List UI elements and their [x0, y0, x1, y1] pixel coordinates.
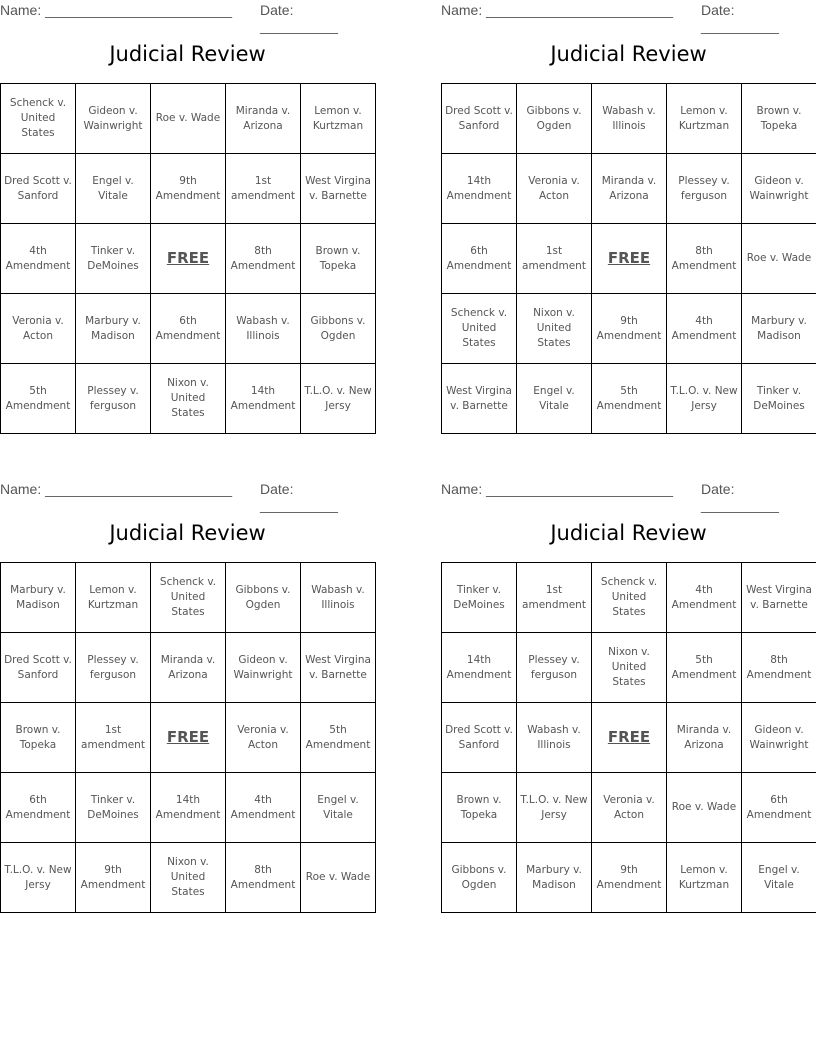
grid-row: [442, 773, 816, 843]
bingo-card: [0, 479, 375, 898]
grid-cell: 1st amendment: [226, 154, 301, 224]
name-date-line: [0, 0, 375, 34]
grid-cell: Gideon v. Wainwright: [76, 84, 151, 154]
grid-row: [442, 294, 816, 364]
grid-cell: Roe v. Wade: [667, 773, 742, 843]
grid-cell: Lemon v. Kurtzman: [667, 843, 742, 913]
grid-cell: Wabash v. Illinois: [517, 703, 592, 773]
grid-cell: Veronia v. Acton: [517, 154, 592, 224]
date-field-label: Date: __________: [260, 481, 338, 513]
grid-row: [1, 154, 376, 224]
grid-cell: West Virgina v. Barnette: [301, 154, 376, 224]
name-field-label: Name: ________________________: [441, 2, 673, 18]
card-title: Judicial Review: [109, 42, 266, 66]
grid-cell: West Virgina v. Barnette: [742, 563, 816, 633]
grid-cell: Dred Scott v. Sanford: [442, 703, 517, 773]
grid-cell: Lemon v. Kurtzman: [667, 84, 742, 154]
grid-cell: T.L.O. v. New Jersy: [301, 364, 376, 434]
grid-cell: Miranda v. Arizona: [151, 633, 226, 703]
grid-cell: Schenck v. United States: [151, 563, 226, 633]
free-space: FREE: [151, 224, 226, 294]
grid-cell: Marbury v. Madison: [1, 563, 76, 633]
grid-cell: 6th Amendment: [151, 294, 226, 364]
grid-cell: 1st amendment: [517, 224, 592, 294]
name-date-line: [0, 479, 375, 513]
bingo-card: [0, 0, 375, 419]
grid-cell: Wabash v. Illinois: [592, 84, 667, 154]
grid-row: [1, 294, 376, 364]
bingo-grid: [0, 83, 376, 434]
bingo-grid: [441, 83, 816, 434]
grid-row: [1, 843, 376, 913]
free-space: FREE: [592, 703, 667, 773]
grid-cell: 5th Amendment: [667, 633, 742, 703]
grid-cell: 6th Amendment: [1, 773, 76, 843]
grid-cell: Dred Scott v. Sanford: [1, 633, 76, 703]
grid-cell: 14th Amendment: [442, 154, 517, 224]
grid-cell: 9th Amendment: [76, 843, 151, 913]
grid-cell: Schenck v. United States: [1, 84, 76, 154]
grid-cell: Brown v. Topeka: [301, 224, 376, 294]
grid-cell: Gideon v. Wainwright: [226, 633, 301, 703]
grid-cell: Nixon v. United States: [151, 364, 226, 434]
name-date-line: [441, 0, 816, 34]
grid-cell: Roe v. Wade: [742, 224, 816, 294]
grid-cell: Miranda v. Arizona: [226, 84, 301, 154]
date-field-label: Date: __________: [701, 2, 779, 34]
grid-cell: Veronia v. Acton: [1, 294, 76, 364]
grid-cell: T.L.O. v. New Jersy: [667, 364, 742, 434]
grid-cell: Brown v. Topeka: [742, 84, 816, 154]
grid-cell: Lemon v. Kurtzman: [301, 84, 376, 154]
grid-cell: Engel v. Vitale: [76, 154, 151, 224]
grid-cell: West Virgina v. Barnette: [301, 633, 376, 703]
grid-cell: Marbury v. Madison: [517, 843, 592, 913]
grid-row: [442, 84, 816, 154]
grid-cell: Marbury v. Madison: [76, 294, 151, 364]
grid-cell: 14th Amendment: [151, 773, 226, 843]
grid-cell: 5th Amendment: [592, 364, 667, 434]
grid-cell: Veronia v. Acton: [226, 703, 301, 773]
grid-cell: Tinker v. DeMoines: [76, 773, 151, 843]
grid-cell: 1st amendment: [517, 563, 592, 633]
grid-cell: 6th Amendment: [442, 224, 517, 294]
grid-cell: 9th Amendment: [151, 154, 226, 224]
grid-cell: Gideon v. Wainwright: [742, 154, 816, 224]
bingo-grid: [0, 562, 376, 913]
grid-cell: 5th Amendment: [1, 364, 76, 434]
name-date-line: [441, 479, 816, 513]
grid-cell: West Virgina v. Barnette: [442, 364, 517, 434]
grid-cell: Schenck v. United States: [442, 294, 517, 364]
grid-cell: Nixon v. United States: [517, 294, 592, 364]
grid-row: [1, 773, 376, 843]
grid-cell: 9th Amendment: [592, 294, 667, 364]
grid-cell: 5th Amendment: [301, 703, 376, 773]
grid-row: [442, 703, 816, 773]
grid-cell: Gideon v. Wainwright: [742, 703, 816, 773]
grid-cell: Tinker v. DeMoines: [442, 563, 517, 633]
grid-cell: T.L.O. v. New Jersy: [517, 773, 592, 843]
grid-cell: Marbury v. Madison: [742, 294, 816, 364]
grid-cell: Roe v. Wade: [151, 84, 226, 154]
card-title: Judicial Review: [109, 521, 266, 545]
grid-cell: Gibbons v. Ogden: [226, 563, 301, 633]
grid-cell: 8th Amendment: [742, 633, 816, 703]
grid-cell: Nixon v. United States: [592, 633, 667, 703]
card-title: Judicial Review: [550, 42, 707, 66]
grid-cell: Tinker v. DeMoines: [76, 224, 151, 294]
card-title: Judicial Review: [550, 521, 707, 545]
grid-row: [1, 703, 376, 773]
free-space: FREE: [151, 703, 226, 773]
grid-cell: 14th Amendment: [442, 633, 517, 703]
grid-cell: 1st amendment: [76, 703, 151, 773]
grid-cell: Miranda v. Arizona: [667, 703, 742, 773]
grid-cell: 4th Amendment: [667, 294, 742, 364]
bingo-card: [441, 0, 816, 412]
grid-row: [442, 364, 816, 434]
grid-cell: 4th Amendment: [1, 224, 76, 294]
grid-row: [442, 633, 816, 703]
grid-cell: Engel v. Vitale: [742, 843, 816, 913]
date-field-label: Date: __________: [260, 2, 338, 34]
grid-cell: 4th Amendment: [226, 773, 301, 843]
grid-row: [442, 224, 816, 294]
grid-cell: 14th Amendment: [226, 364, 301, 434]
grid-cell: T.L.O. v. New Jersy: [1, 843, 76, 913]
grid-row: [442, 843, 816, 913]
grid-row: [442, 563, 816, 633]
date-field-label: Date: __________: [701, 481, 779, 513]
grid-cell: Lemon v. Kurtzman: [76, 563, 151, 633]
grid-cell: Plessey v. ferguson: [517, 633, 592, 703]
grid-row: [442, 154, 816, 224]
grid-cell: 8th Amendment: [226, 224, 301, 294]
grid-cell: Plessey v. ferguson: [667, 154, 742, 224]
bingo-grid: [441, 562, 816, 913]
grid-cell: Plessey v. ferguson: [76, 633, 151, 703]
grid-cell: Veronia v. Acton: [592, 773, 667, 843]
grid-cell: Gibbons v. Ogden: [301, 294, 376, 364]
grid-cell: Brown v. Topeka: [442, 773, 517, 843]
grid-cell: Tinker v. DeMoines: [742, 364, 816, 434]
name-field-label: Name: ________________________: [0, 481, 232, 497]
grid-row: [1, 224, 376, 294]
grid-row: [1, 84, 376, 154]
bingo-card: [441, 479, 816, 891]
grid-cell: 8th Amendment: [226, 843, 301, 913]
grid-cell: Dred Scott v. Sanford: [442, 84, 517, 154]
grid-row: [1, 364, 376, 434]
grid-cell: Engel v. Vitale: [301, 773, 376, 843]
grid-cell: Wabash v. Illinois: [301, 563, 376, 633]
grid-cell: Dred Scott v. Sanford: [1, 154, 76, 224]
grid-cell: Roe v. Wade: [301, 843, 376, 913]
grid-cell: Gibbons v. Ogden: [517, 84, 592, 154]
grid-cell: Brown v. Topeka: [1, 703, 76, 773]
grid-cell: Wabash v. Illinois: [226, 294, 301, 364]
grid-cell: 4th Amendment: [667, 563, 742, 633]
name-field-label: Name: ________________________: [441, 481, 673, 497]
grid-cell: Nixon v. United States: [151, 843, 226, 913]
grid-cell: Gibbons v. Ogden: [442, 843, 517, 913]
grid-cell: 9th Amendment: [592, 843, 667, 913]
grid-cell: 6th Amendment: [742, 773, 816, 843]
grid-row: [1, 633, 376, 703]
grid-cell: Miranda v. Arizona: [592, 154, 667, 224]
grid-cell: Plessey v. ferguson: [76, 364, 151, 434]
name-field-label: Name: ________________________: [0, 2, 232, 18]
grid-cell: Engel v. Vitale: [517, 364, 592, 434]
grid-cell: 8th Amendment: [667, 224, 742, 294]
grid-row: [1, 563, 376, 633]
grid-cell: Schenck v. United States: [592, 563, 667, 633]
free-space: FREE: [592, 224, 667, 294]
